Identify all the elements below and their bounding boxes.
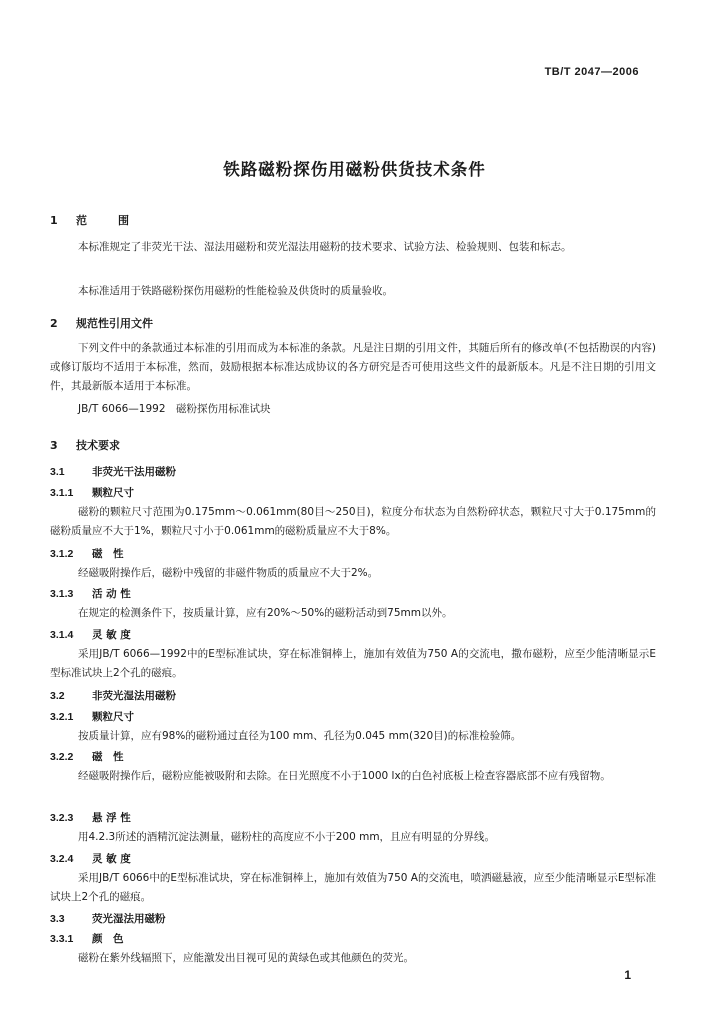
paragraph: 按质量计算，应有98%的磁粉通过直径为100 mm、孔径为0.045 mm(320目)的标准检验筛。 (78, 730, 522, 742)
reference-entry: JB/T 6066—1992 磁粉探伤用标准试块 (78, 403, 271, 415)
paragraph: 采用JB/T 6066—1992中的E型标准试块，穿在标准铜棒上，施加有效值为750 A的交流电，撒布磁粉，应至少能清晰显示E型标准试块上2个孔的磁痕。 (50, 648, 656, 679)
subsection-heading: 3.1.1 颗粒尺寸 (50, 487, 134, 499)
paragraph: 采用JB/T 6066中的E型标准试块，穿在标准铜棒上，施加有效值为750 A的交流电，喷洒磁悬液，应至少能清晰显示E型标准试块上2个孔的磁痕。 (50, 872, 656, 903)
paragraph: 经磁吸附操作后，磁粉中残留的非磁件物质的质量应不大于2%。 (78, 567, 379, 579)
page-number: 1 (624, 968, 631, 982)
document-title: 铁路磁粉探伤用磁粉供货技术条件 (223, 160, 486, 179)
paragraph: 经磁吸附操作后，磁粉应能被吸附和去除。在日光照度不小于1000 lx的白色衬底板上检查容器底部不应有残留物。 (78, 770, 611, 782)
paragraph: 磁粉的颗粒尺寸范围为0.175mm～0.061mm(80目～250目)，粒度分布状态为自然粉碎状态，颗粒尺寸大于0.175mm的磁粉质量应不大于1%，颗粒尺寸小于0.061mm的磁粉质量应不大于8%。 (50, 506, 656, 537)
standard-code: TB/T 2047—2006 (544, 66, 639, 78)
paragraph: 本标准规定了非荧光干法、湿法用磁粉和荧光湿法用磁粉的技术要求、试验方法、检验规则、包装和标志。 (78, 241, 572, 253)
subsection-heading: 3.2 非荧光湿法用磁粉 (50, 690, 176, 702)
paragraph: 用4.2.3所述的酒精沉淀法测量，磁粉柱的高度应不小于200 mm，且应有明显的分界线。 (78, 831, 496, 843)
subsection-heading: 3.3.1 颜 色 (50, 933, 124, 945)
section-heading-1: 1 范 围 (50, 214, 139, 227)
section-heading-3: 3 技术要求 (50, 439, 120, 452)
section-heading-2: 2 规范性引用文件 (50, 317, 153, 330)
paragraph: 本标准适用于铁路磁粉探伤用磁粉的性能检验及供货时的质量验收。 (78, 285, 393, 297)
paragraph: 在规定的检测条件下，按质量计算，应有20%～50%的磁粉活动到75mm以外。 (78, 607, 453, 619)
subsection-heading: 3.2.3 悬 浮 性 (50, 812, 131, 824)
subsection-heading: 3.2.2 磁 性 (50, 751, 124, 763)
subsection-heading: 3.2.4 灵 敏 度 (50, 853, 131, 865)
subsection-heading: 3.2.1 颗粒尺寸 (50, 711, 134, 723)
subsection-heading: 3.1 非荧光干法用磁粉 (50, 466, 176, 478)
paragraph: 下列文件中的条款通过本标准的引用而成为本标准的条款。凡是注日期的引用文件，其随后所有的修改单(不包括勘误的内容)或修订版均不适用于本标准，然而，鼓励根据本标准达成协议的各方研究是否可使用这些文件的最新版本。凡是不注日期的引用文件，其最新版本适用于本标准。 (50, 342, 656, 392)
subsection-heading: 3.1.2 磁 性 (50, 548, 124, 560)
subsection-heading: 3.1.3 活 动 性 (50, 588, 131, 600)
paragraph: 磁粉在紫外线辐照下，应能激发出目视可见的黄绿色或其他颜色的荧光。 (78, 952, 414, 964)
subsection-heading: 3.1.4 灵 敏 度 (50, 629, 131, 641)
subsection-heading: 3.3 荧光湿法用磁粉 (50, 913, 166, 925)
